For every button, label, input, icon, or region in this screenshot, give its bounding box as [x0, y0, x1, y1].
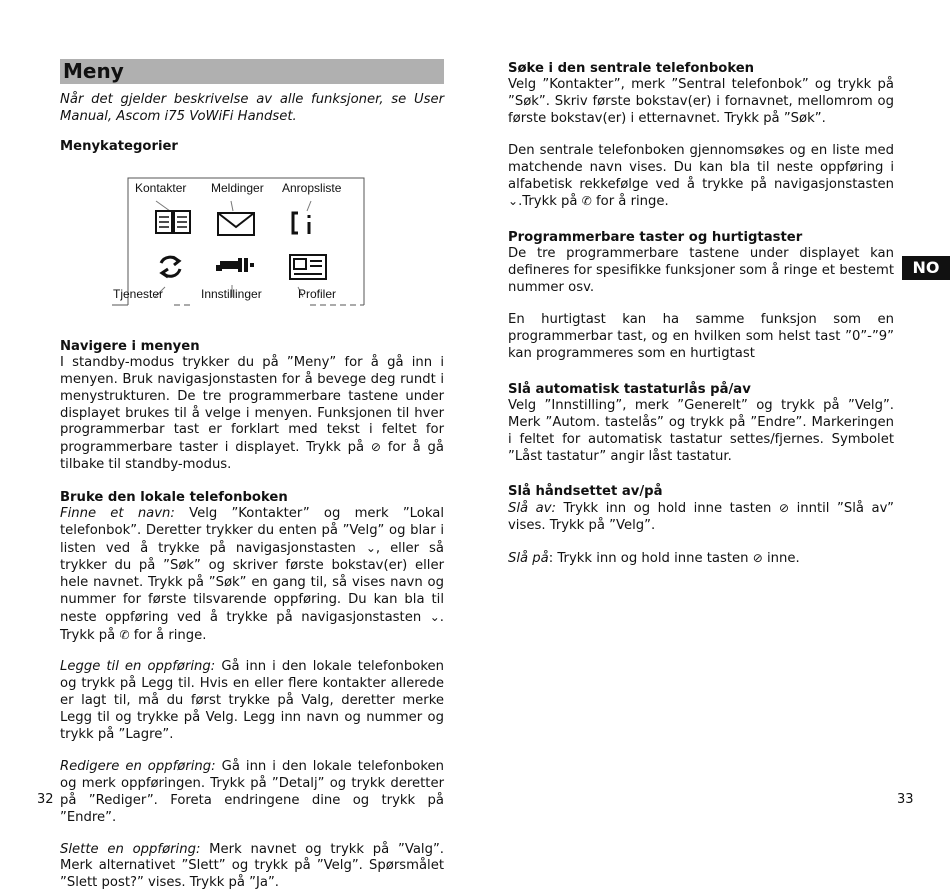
figure-label-services: Tjenester: [113, 286, 164, 301]
menu-categories-figure: [60, 157, 444, 322]
central-phonebook-text-1: Velg ”Kontakter”, merk ”Sentral telefonbok” og trykk på ”Søk”. Skriv første bokstav(er) i fornavnet, mellomrom og første bokstav(er) i etternavnet. Trykk på ”Søk”.: [508, 77, 894, 126]
navigation-down-icon: ⌄: [429, 609, 440, 624]
keypad-lock-heading: Slå automatisk tastaturlås på/av: [508, 381, 751, 397]
navigate-heading: Navigere i menyen: [60, 338, 200, 354]
contacts-book-icon: [156, 211, 190, 233]
programmable-keys-heading: Programmerbare taster og hurtigtaster: [508, 230, 803, 246]
intro-text: Når det gjelder beskrivelse av alle funksjoner, se User Manual, Ascom i75 VoWiFi Handset.: [60, 92, 444, 124]
power-off-text: Slå av: Trykk inn og hold inne tasten ⊘ inntil ”Slå av” vises. Trykk på ”Velg”.: [508, 501, 894, 534]
settings-icon: [216, 258, 254, 272]
figure-label-settings: Innstillinger: [201, 286, 262, 301]
central-phonebook-text-2: Den sentrale telefonboken gjennomsøkes og en liste med matchende navn vises. Du kan bla til neste oppføring i alfabetisk rekkefølge ved å trykke på navigasjonstasten ⌄.Trykk på ✆ for å ringe.: [508, 142, 894, 210]
figure-label-profiles: Profiler: [298, 286, 337, 301]
keypad-lock-text: Velg ”Innstilling”, merk ”Generelt” og trykk på ”Velg”. Merk ”Autom. tastelås” og trykk på ”Endre”. Markeringen i feltet for automatisk tastatur settes/fjernes. Symbolet ”Låst tastatur” angir låst tastatur.: [508, 397, 894, 464]
services-icon: [161, 257, 180, 277]
language-tab: NO: [902, 256, 950, 280]
messages-envelope-icon: [218, 213, 254, 235]
power-on-text: Slå på: Trykk inn og hold inne tasten ⊘ inne.: [508, 551, 800, 567]
power-heading: Slå håndsettet av/på: [508, 484, 663, 500]
end-call-key-icon: ⊘: [778, 501, 790, 516]
programmable-keys-text-2: En hurtigtast kan ha samme funksjon som en programmerbar tast, og en hvilken som helst tast ”0”-”9” kan programmeres som en hurtigtast: [508, 312, 894, 361]
central-phonebook-heading: Søke i den sentrale telefonboken: [508, 61, 755, 76]
page-number-right: 33: [897, 792, 914, 807]
page-title: Meny: [60, 59, 444, 84]
figure-label-messages: Meldinger: [211, 180, 264, 195]
navigate-text: I standby-modus trykker du på ”Meny” for å gå inn i menyen. Bruk navigasjonstasten for å bevege deg rundt i menystrukturen. De tre programmerbare tastene under displayet brukes til å velge i menyen. Funksjonen til hver programmerbar tast er forklart med tekst i feltet for programmerbare taster i displayet. Trykk på ⊘ for å gå tilbake til standby-modus.: [60, 354, 444, 473]
page-number-left: 32: [37, 792, 54, 807]
call-list-icon: [293, 213, 309, 234]
call-key-icon: ✆: [119, 627, 130, 642]
left-column: [60, 59, 444, 892]
end-call-key-icon: ⊘: [752, 551, 763, 566]
figure-label-call-list: Anropsliste: [282, 180, 342, 195]
figure-label-contacts: Kontakter: [135, 180, 187, 195]
right-column: [508, 60, 894, 568]
profiles-icon: [290, 255, 326, 279]
local-phonebook-heading: Bruke den lokale telefonboken: [60, 490, 288, 506]
programmable-keys-text-1: De tre programmerbare tastene under displayet kan defineres for spesifikke funksjoner som å ringe et bestemt nummer osv.: [508, 246, 894, 296]
navigation-down-icon: ⌄: [365, 540, 376, 555]
edit-entry-text: Redigere en oppføring: Gå inn i den lokale telefonboken og merk oppføringen. Trykk på ”Detalj” og trykk deretter på ”Rediger”. Foreta endringene dine og trykk på ”Endre”.: [60, 758, 445, 825]
menu-categories-heading: Menykategorier: [60, 138, 178, 154]
delete-entry-text: Slette en oppføring: Merk navnet og trykk på ”Valg”. Merk alternativet ”Slett” og trykk på ”Velg”. Spørsmålet ”Slett post?” vises. Trykk på ”Ja”.: [60, 841, 444, 891]
find-name-text: Finne et navn: Velg ”Kontakter” og merk ”Lokal telefonbok”. Deretter trykker du enten på ”Velg” og blar i listen ved å trykke på navigasjonstasten ⌄, eller så trykker du på ”Søk” og skriver første bokstav(er) eller hele navnet. Trykk på ”Søk” en gang til, så vises navn og nummer for første tilsvarende oppføring. Du kan bla til neste oppføring ved å trykke på navigasjonstasten ⌄. Trykk på ✆ for å ringe.: [60, 506, 444, 643]
end-call-key-icon: ⊘: [370, 440, 381, 455]
add-entry-text: Legge til en oppføring: Gå inn i den lokale telefonboken og trykk på Legg til. Hvis en eller flere kontakter allerede er lagt til, må du først trykke på Valg, deretter merke Legg til og trykke på Velg. Legg inn navn og nummer og trykk på ”Lagre”.: [60, 659, 444, 743]
call-key-icon: ✆: [581, 194, 592, 209]
navigation-down-icon: ⌄: [508, 194, 519, 209]
